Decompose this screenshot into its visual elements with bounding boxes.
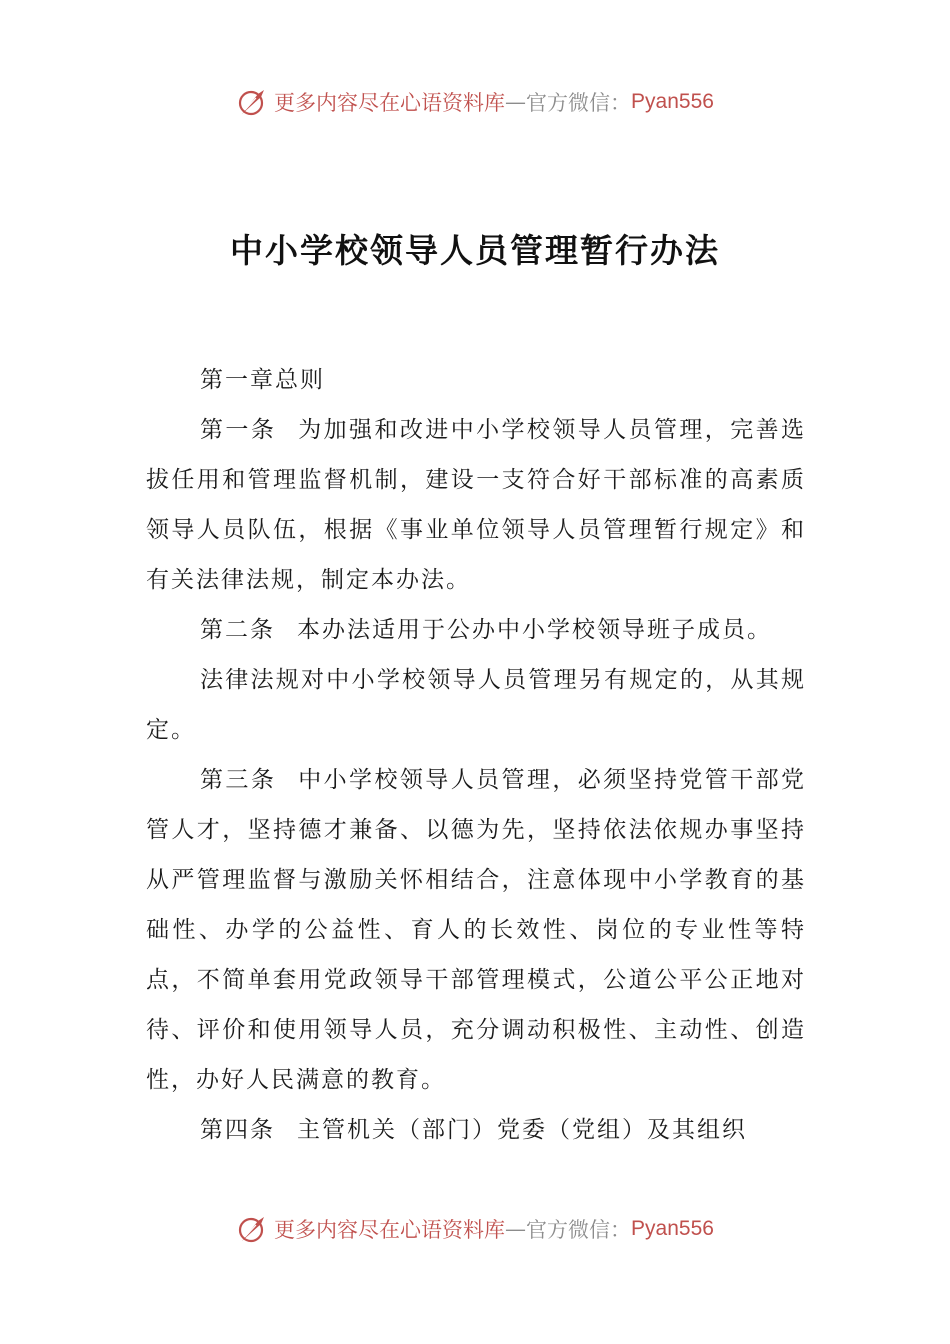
article-label: 第二条	[200, 617, 275, 643]
article-label: 第一条	[200, 417, 277, 443]
article-label: 第四条	[200, 1117, 275, 1143]
watermark-text: 更多内容尽在心语资料库	[274, 1218, 506, 1242]
chapter-heading: 第一章总则	[200, 367, 325, 393]
document-title: 中小学校领导人员管理暂行办法	[230, 231, 720, 270]
watermark-dash: —	[505, 90, 527, 114]
article-text: 主管机关（部门）党委（党组）及其组织	[297, 1117, 747, 1143]
watermark-text: 更多内容尽在心语资料库	[274, 91, 506, 115]
article-2	[146, 605, 806, 655]
article-4	[146, 1105, 806, 1155]
footer-watermark	[0, 1213, 950, 1245]
watermark-wechat-label: 官方微信：	[526, 1218, 632, 1242]
article-3	[146, 755, 806, 1105]
article-text: 本办法适用于公办中小学校领导班子成员。	[297, 617, 772, 643]
article-1	[146, 405, 806, 605]
watermark-wechat-label: 官方微信：	[526, 91, 632, 115]
quill-pen-logo-icon	[236, 86, 268, 118]
article-text: 法律法规对中小学校领导人员管理另有规定的，从其规定。	[146, 667, 806, 743]
watermark-wechat-id: Pyan556	[631, 1217, 714, 1240]
article-text: 为加强和改进中小学校领导人员管理，完善选拔任用和管理监督机制，建设一支符合好干部标准的高素质领导人员队伍，根据《事业单位领导人员管理暂行规定》和有关法律法规，制定本办法。	[146, 417, 807, 593]
header-watermark	[0, 86, 950, 118]
quill-pen-logo-icon	[236, 1213, 268, 1245]
document-body	[146, 355, 806, 1155]
article-label: 第三条	[200, 767, 277, 793]
article-text: 中小学校领导人员管理，必须坚持党管干部党管人才，坚持德才兼备、以德为先，坚持依法依规办事坚持从严管理监督与激励关怀相结合，注意体现中小学教育的基础性、办学的公益性、育人的长效性、岗位的专业性等特点，不简单套用党政领导干部管理模式，公道公平公正地对待、评价和使用领导人员，充分调动积极性、主动性、创造性，办好人民满意的教育。	[146, 767, 807, 1093]
watermark-dash: —	[505, 1217, 527, 1241]
article-2-continued	[146, 655, 806, 755]
watermark-wechat-id: Pyan556	[631, 90, 714, 113]
